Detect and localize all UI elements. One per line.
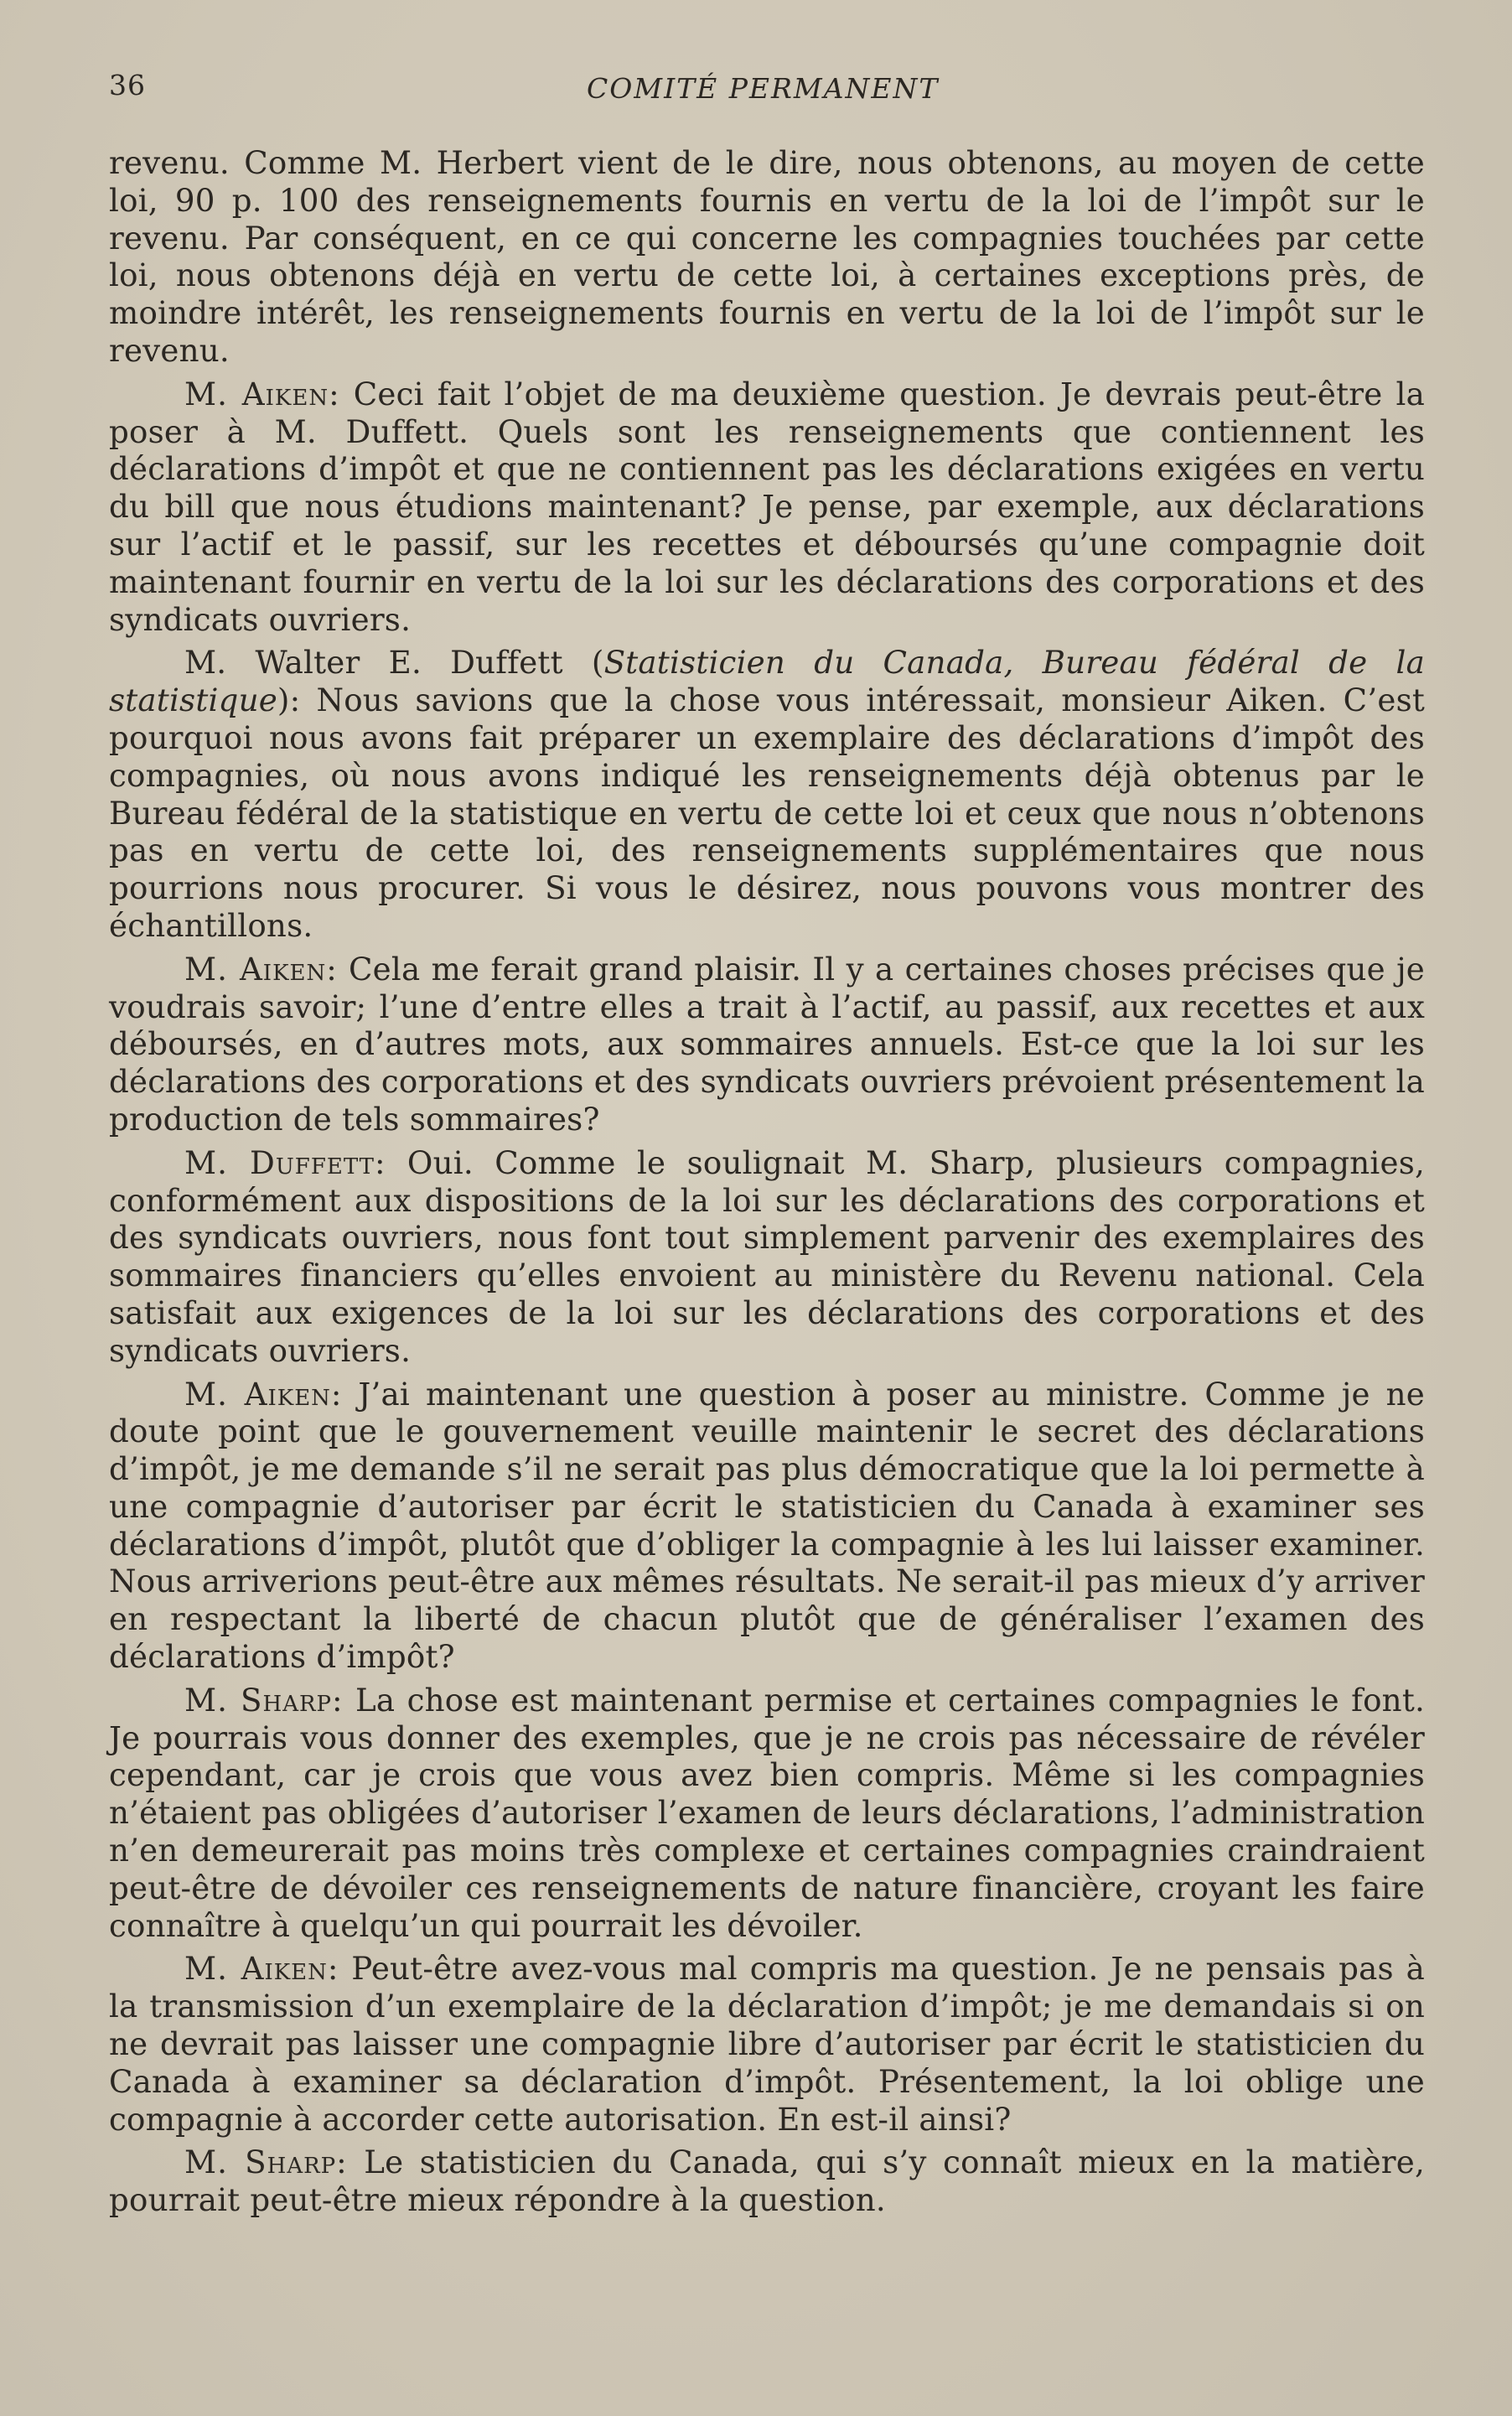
speaker-name: M. Aiken: [184, 1950, 339, 1988]
paragraph [109, 2144, 1425, 2219]
speaker-name: M. Aiken: [184, 1375, 343, 1413]
body-text [109, 144, 1425, 2225]
paragraph-text: Peut-être avez-vous mal compris ma question. Je ne pensais pas à la transmission d’un exemplaire de la déclaration d’impôt; je me demandais si on ne devrait pas laisser une compagnie libre d’autoriser par écrit le statisticien du Canada à examiner sa déclaration d’impôt. Présentement, la loi oblige une compagnie à accorder cette autorisation. En est-il ainsi? [109, 1950, 1425, 2138]
paragraph [109, 1376, 1425, 1676]
page-number: 36 [109, 69, 146, 101]
speaker-name: M. Sharp: [184, 2144, 348, 2181]
paragraph-text: Oui. Comme le soulignait M. Sharp, plusieurs compagnies, conformément aux dispositions de la loi sur les déclarations des corporations et des syndicats ouvriers, nous font tout simplement parvenir des exemplaires des sommaires financiers qu’elles envoient au ministère du Revenu national. Cela satisfait aux exigences de la loi sur les déclarations des corporations et des syndicats ouvriers. [109, 1143, 1425, 1369]
paragraph-text: La chose est maintenant permise et certaines compagnies le font. Je pourrais vous donner des exemples, que je ne crois pas nécessaire de révéler cependant, car je crois que vous avez bien compris. Même si les compagnies n’étaient pas obligées d’autoriser l’examen de leurs déclarations, l’administration n’en demeurerait pas moins très complexe et certaines compagnies craindraient peut-être de dévoiler ces renseignements de nature financière, croyant les faire connaître à quelqu’un qui pourrait les dévoiler. [109, 1681, 1425, 1944]
paragraph-text: ): Nous savions que la chose vous intéressait, monsieur Aiken. C’est pourquoi nous avons fait préparer un exemplaire des déclarations d’impôt des compagnies, où nous avons indiqué les renseignements déjà obtenus par le Bureau fédéral de la statistique en vertu de cette loi et ceux que nous n’obtenons pas en vertu de cette loi, des renseignements supplémentaires que nous pourrions nous procurer. Si vous le désirez, nous pouvons vous montrer des échantillons. [109, 682, 1425, 944]
speaker-name: M. Sharp: [184, 1681, 344, 1719]
paragraph [109, 1950, 1425, 2138]
speaker-name: M. Duffett: [184, 1143, 386, 1181]
speaker-name: M. Aiken: [184, 375, 340, 412]
page-header [109, 69, 1395, 111]
speaker-name: M. Aiken: [184, 950, 338, 988]
speaker-name: M. Walter E. Duffett ( [184, 644, 604, 682]
paragraph [109, 644, 1425, 944]
paragraph [109, 1682, 1425, 1945]
paragraph [109, 144, 1425, 370]
paragraph [109, 1144, 1425, 1370]
paragraph [109, 376, 1425, 639]
speaker-affiliation: Statisticien du Canada, Bureau fédéral de la statistique [109, 644, 1425, 719]
paragraph-text: Cela me ferait grand plaisir. Il y a certaines choses précises que je voudrais savoir; l’une d’entre elles a trait à l’actif, au passif, aux recettes et aux déboursés, en d’autres mots, aux sommaires annuels. Est-ce que la loi sur les déclarations des corporations et des syndicats ouvriers prévoient présentement la production de tels sommaires? [109, 950, 1426, 1138]
running-head: COMITÉ PERMANENT [587, 72, 940, 105]
paragraph [109, 951, 1425, 1138]
paragraph-text: J’ai maintenant une question à poser au ministre. Comme je ne doute point que le gouvernement veuille maintenir le secret des déclarations d’impôt, je me demande s’il ne serait pas plus démocratique que la loi permette à une compagnie d’autoriser par écrit le statisticien du Canada à examiner ses déclarations d’impôt, plutôt que d’obliger la compagnie à les lui laisser examiner. Nous arriverions peut-être aux mêmes résultats. Ne serait-il pas mieux d’y arriver en respectant la liberté de chacun plutôt que de généraliser l’examen des déclarations d’impôt? [109, 1375, 1425, 1676]
paragraph-text: Ceci fait l’objet de ma deuxième question. Je devrais peut-être la poser à M. Duffett. Quels sont les renseignements que contiennent les déclarations d’impôt et que ne contiennent pas les déclarations exigées en vertu du bill que nous étudions maintenant? Je pense, par exemple, aux déclarations sur l’actif et le passif, sur les recettes et déboursés qu’une compagnie doit maintenant fournir en vertu de la loi sur les déclarations des corporations et des syndicats ouvriers. [109, 375, 1425, 638]
paragraph-text: Le statisticien du Canada, qui s’y connaît mieux en la matière, pourrait peut-être mieux répondre à la question. [109, 2144, 1425, 2219]
paragraph-text: revenu. Comme M. Herbert vient de le dire, nous obtenons, au moyen de cette loi, 90 p. 100 des renseignements fournis en vertu de la loi de l’impôt sur le revenu. Par conséquent, en ce qui concerne les compagnies touchées par cette loi, nous obtenons déjà en vertu de cette loi, à certaines exceptions près, de moindre intérêt, les renseignements fournis en vertu de la loi de l’impôt sur le revenu. [109, 144, 1425, 369]
